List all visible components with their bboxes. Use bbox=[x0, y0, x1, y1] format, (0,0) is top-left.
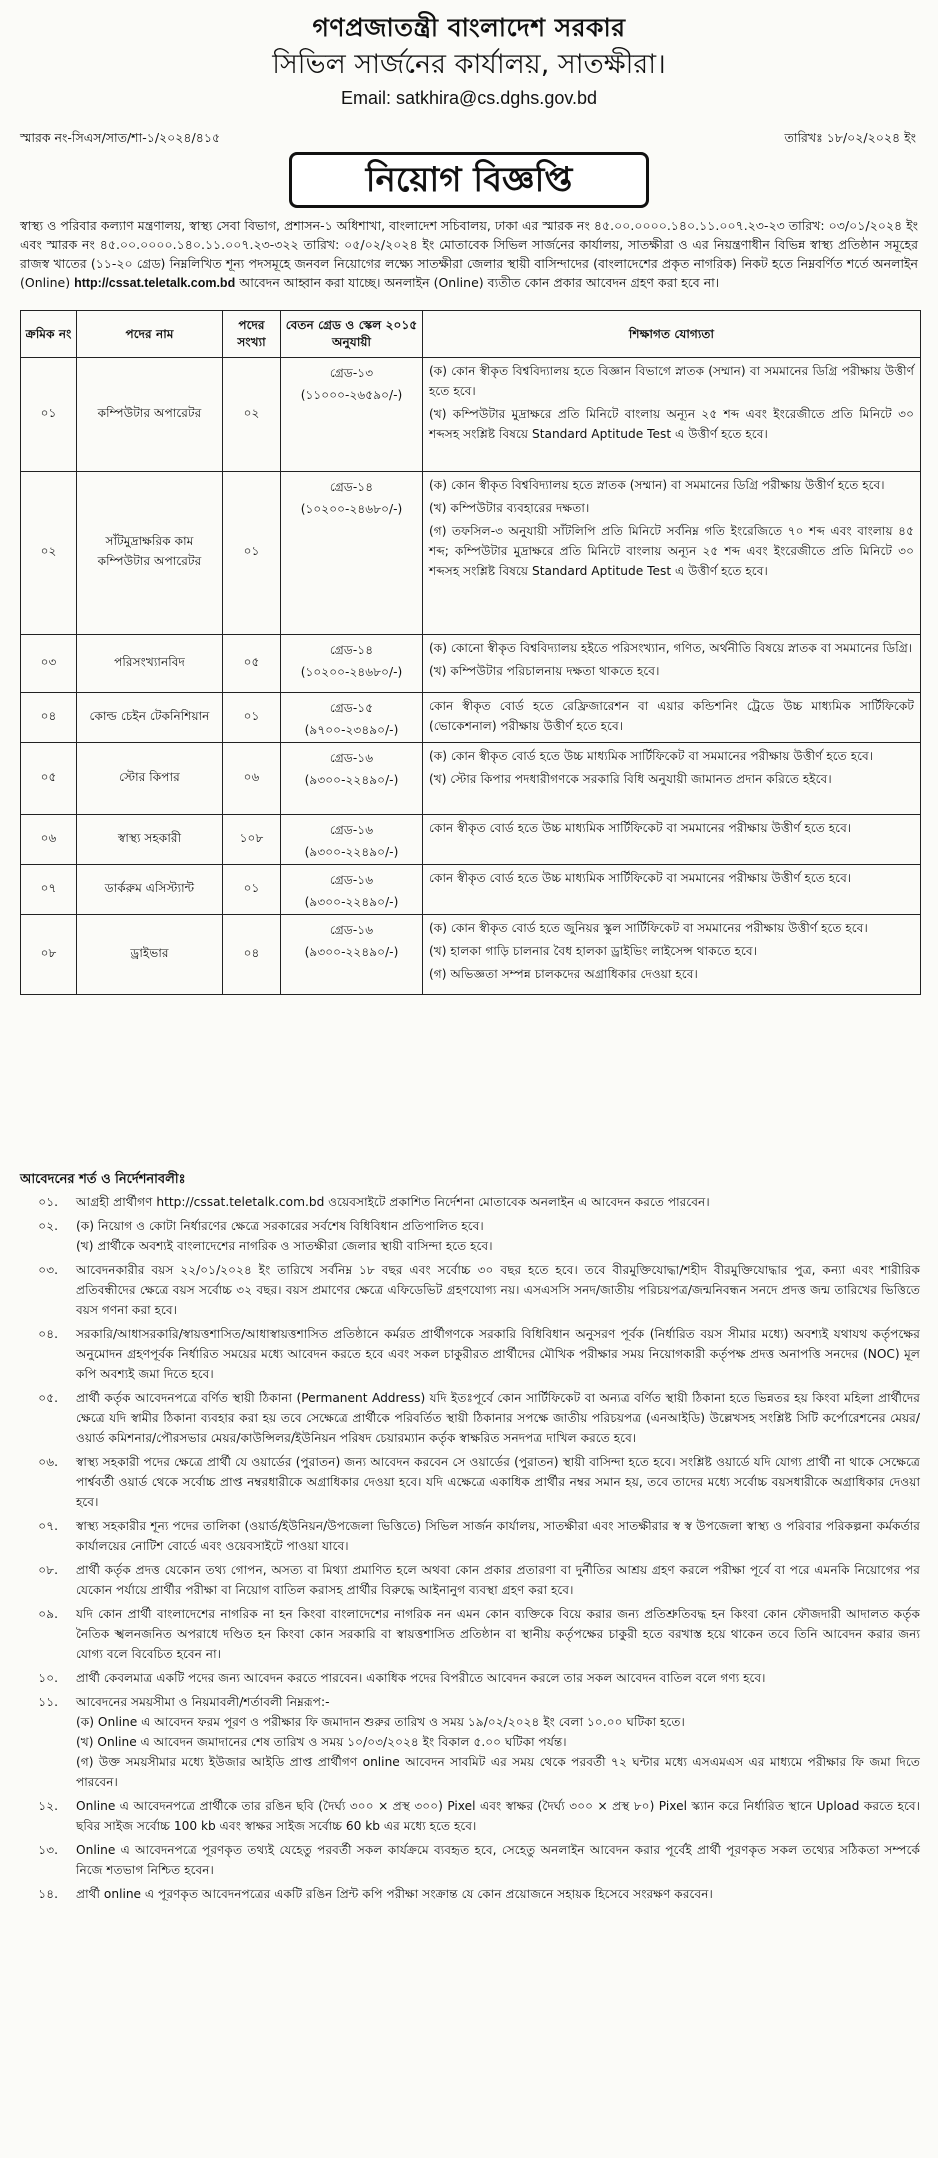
term-text: আগ্রহী প্রার্থীগণ http://cssat.teletalk.com.bd ওয়েবসাইটে প্রকাশিত নির্দেশনা মোতাবেক অনলাইন এ আবেদন করতে পারবেন। bbox=[76, 1195, 710, 1209]
cell-qualification bbox=[423, 743, 921, 815]
col-header-post: পদের নাম bbox=[77, 311, 223, 358]
cell-post-count: ০২ bbox=[223, 358, 281, 472]
term-text: যদি কোন প্রার্থী বাংলাদেশের নাগরিক না হন কিংবা বাংলাদেশের নাগরিক নন এমন কোন ব্যক্তিকে বিয়ে করার জন্য প্রতিশ্রুতিবদ্ধ হন কিংবা কোন ফৌজদারী আদালত কর্তৃক নৈতিক স্খলনজনিত অপরাধে দণ্ডিত হন কিংবা কোন সরকারি বা স্বায়ত্তশাসিত প্রতিষ্ঠান বা স্থানীয় কর্তৃপক্ষের চাকুরী হতে বরখাস্ত হয়ে থাকেন তবে তিনি আবেদন করার জন্য যোগ্য বলে বিবেচিত হবেন না। bbox=[76, 1607, 920, 1661]
qualification-item: (খ) কম্পিউটার মুদ্রাক্ষরে প্রতি মিনিটে বাংলায় অন্যূন ২৫ শব্দ এবং ইংরেজীতে প্রতি মিনিটে ৩০ শব্দসহ সংশ্লিষ্ট বিষয়ে Standard Aptitude Test এ উত্তীর্ণ হতে হবে। bbox=[429, 407, 914, 441]
pay-scale: (১১০০০-২৬৫৯০/-) bbox=[300, 388, 403, 402]
term-text: প্রার্থী কেবলমাত্র একটি পদের জন্য আবেদন করতে পারবেন। একাধিক পদের বিপরীতে আবেদন করলে তার সকল আবেদন বাতিল বলে গণ্য হবে। bbox=[76, 1671, 766, 1685]
term-number: ০১. bbox=[38, 1195, 58, 1209]
term-text: (গ) উক্ত সময়সীমার মধ্যে ইউজার আইডি প্রাপ্ত প্রার্থীগণ online আবেদন সাবমিট এর সময় থেকে পরবর্তী ৭২ ঘন্টার মধ্যে এসএমএস এর মাধ্যমে পরীক্ষার ফি জমা দিতে পারবেন। bbox=[76, 1755, 920, 1789]
qualification-item: (ক) কোনো স্বীকৃত বিশ্ববিদ্যালয় হইতে পরিসংখ্যান, গণিত, অর্থনীতি বিষয়ে স্নাতক বা সমমানের ডিগ্রি। bbox=[429, 641, 913, 655]
qualification-item: কোন স্বীকৃত বোর্ড হতে উচ্চ মাধ্যমিক সার্টিফিকেট বা সমমানের পরীক্ষায় উত্তীর্ণ হতে হবে। bbox=[429, 821, 852, 835]
term-item bbox=[20, 1840, 920, 1880]
intro-text: স্বাস্থ্য ও পরিবার কল্যাণ মন্ত্রণালয়, স্বাস্থ্য সেবা বিভাগ, প্রশাসন-১ অধিশাখা, বাংলাদেশ সচিবালয়, ঢাকা এর স্মারক নং ৪৫.০০.০০০০.১৪০.১১.০০৭.২৩-২৩ তারিখ: ০৩/০১/২০২৪ ইং এবং স্মারক নং ৪৫.০০.০০০০.১৪০.১১.০০৭.২৩-৩২২ তারিখ: ০৫/০২/২০২৪ ইং মোতাবেক সিভিল সার্জনের কার্যালয়, সাতক্ষীরা ও এর নিয়ন্ত্রণাধীন বিভিন্ন স্বাস্থ্য প্রতিষ্ঠান সমূহের রাজস্ব খাতের (১১-২০ গ্রেড) নিম্নলিখিত শূন্য পদসমূহে জনবল নিয়োগের লক্ষ্যে সাতক্ষীরা জেলার স্থায়ী বাসিন্দাদের (বাংলাদেশের প্রকৃত নাগরিক) নিকট হতে নিম্নবর্ণিত শর্তে অনলাইন (Online) bbox=[20, 218, 918, 290]
pay-scale: (৯৩০০-২২৪৯০/-) bbox=[304, 773, 399, 787]
cell-qualification bbox=[423, 358, 921, 472]
qualification-item: (গ) অভিজ্ঞতা সম্পন্ন চালকদের অগ্রাধিকার দেওয়া হবে। bbox=[429, 967, 698, 981]
cell-post-count: ১০৮ bbox=[223, 815, 281, 865]
qualification-item: (ক) কোন স্বীকৃত বোর্ড হতে জুনিয়র স্কুল সার্টিফিকেট বা সমমানের পরীক্ষায় উত্তীর্ণ হতে হবে। bbox=[429, 921, 868, 935]
cell-grade bbox=[281, 358, 423, 472]
table-row bbox=[21, 358, 921, 472]
cell-qualification bbox=[423, 635, 921, 693]
cell-post-name: ডার্করুম এসিস্ট্যান্ট bbox=[77, 865, 223, 915]
term-text: Online এ আবেদনপত্রে প্রার্থীকে তার রঙিন ছবি (দৈর্ঘ্য ৩০০ × প্রস্থ ৩০০) Pixel এবং স্বাক্ষর (দৈর্ঘ্য ৩০০ × প্রস্থ ৮০) Pixel স্ক্যান করে নির্ধারিত স্থানে Upload করতে হবে। ছবির সাইজ সর্বোচ্চ 100 kb এবং স্বাক্ষর সাইজ সর্বোচ্চ 60 kb এর মধ্যে হতে হবে। bbox=[76, 1799, 920, 1833]
table-row bbox=[21, 472, 921, 635]
cell-post-name: ড্রাইভার bbox=[77, 915, 223, 995]
cell-serial: ০৪ bbox=[21, 693, 77, 743]
cell-serial: ০৮ bbox=[21, 915, 77, 995]
term-item bbox=[20, 1452, 920, 1512]
grade-label: গ্রেড-১৫ bbox=[329, 701, 374, 715]
pay-scale: (১০২০০-২৪৬৮০/-) bbox=[300, 665, 403, 679]
col-header-qualification: শিক্ষাগত যোগ্যতা bbox=[423, 311, 921, 358]
cell-grade bbox=[281, 635, 423, 693]
term-item bbox=[20, 1260, 920, 1320]
term-number: ০৬. bbox=[38, 1455, 58, 1469]
term-text: প্রার্থী online এ পূরণকৃত আবেদনপত্রের একটি রঙিন প্রিন্ট কপি পরীক্ষা সংক্রান্ত যে কোন প্রয়োজনে সহায়ক হিসেবে সংরক্ষণ করবেন। bbox=[76, 1887, 713, 1901]
term-number: ১০. bbox=[38, 1671, 58, 1685]
term-number: ০৮. bbox=[38, 1563, 58, 1577]
term-number: ১৩. bbox=[38, 1843, 58, 1857]
cell-serial: ০২ bbox=[21, 472, 77, 635]
term-text: আবেদনকারীর বয়স ২২/০১/২০২৪ ইং তারিখে সর্বনিম্ন ১৮ বছর এবং সর্বোচ্চ ৩০ বছর হতে হবে। তবে বীরমুক্তিযোদ্ধা/শহীদ বীরমুক্তিযোদ্ধার পুত্র, কন্যা এবং শারীরিক প্রতিবন্ধীদের ক্ষেত্রে বয়স সর্বোচ্চ ৩২ বছর। বয়স প্রমাণের ক্ষেত্রে এফিডেভিট গ্রহণযোগ্য নয়। এসএসসি সনদ/জাতীয় পরিচয়পত্র/জন্মনিবন্ধন সনদে প্রদত্ত জন্ম তারিখের ভিত্তিতে বয়স গণনা করা হবে। bbox=[76, 1263, 920, 1317]
term-text: প্রার্থী কর্তৃক আবেদনপত্রে বর্ণিত স্থায়ী ঠিকানা (Permanent Address) যদি ইতঃপূর্বে কোন সার্টিফিকেট বা অন্যত্র বর্ণিত স্থায়ী ঠিকানা হতে ভিন্নতর হয় কিংবা মহিলা প্রার্থীদের ক্ষেত্রে যদি স্বামীর ঠিকানা ব্যবহার করা হয় তবে সেক্ষেত্রে প্রার্থীকে পরিবর্তিত স্থায়ী ঠিকানার সপক্ষে জাতীয় পরিচয়পত্র (এনআইডি) উল্লেখসহ সংশ্লিষ্ট সিটি কর্পোরেশনের মেয়র/ওয়ার্ড কমিশনার/পৌরসভার মেয়র/কাউন্সিলর/ইউনিয়ন পরিষদ চেয়ারম্যান কর্তৃক স্বাক্ষরিত সনদপত্র দাখিল করতে হবে। bbox=[76, 1391, 920, 1445]
cell-post-count: ০৪ bbox=[223, 915, 281, 995]
term-item bbox=[20, 1192, 920, 1212]
cell-serial: ০৭ bbox=[21, 865, 77, 915]
term-item bbox=[20, 1668, 920, 1688]
term-item bbox=[20, 1324, 920, 1384]
qualification-item: (ক) কোন স্বীকৃত বিশ্ববিদ্যালয় হতে বিজ্ঞান বিভাগে স্নাতক (সম্মান) বা সমমানের ডিগ্রি পরীক্ষায় উত্তীর্ণ হতে হবে। bbox=[429, 364, 914, 398]
qualification-item: (গ) তফসিল-৩ অনুযায়ী সাঁটলিপি প্রতি মিনিটে সর্বনিম্ন গতি ইংরেজিতে ৭০ শব্দ এবং বাংলায় ৪৫ শব্দ; কম্পিউটার মুদ্রাক্ষরে প্রতি মিনিটে বাংলায় অন্যূন ২৫ শব্দ এবং ইংরেজীতে প্রতি মিনিটে ৩০ শব্দসহ সংশ্লিষ্ট বিষয়ে Standard Aptitude Test এ উত্তীর্ণ হতে হবে। bbox=[429, 524, 914, 578]
cell-post-name: স্বাস্থ্য সহকারী bbox=[77, 815, 223, 865]
cell-post-count: ০৬ bbox=[223, 743, 281, 815]
table-row bbox=[21, 915, 921, 995]
qualification-item: কোন স্বীকৃত বোর্ড হতে উচ্চ মাধ্যমিক সার্টিফিকেট বা সমমানের পরীক্ষায় উত্তীর্ণ হতে হবে। bbox=[429, 871, 852, 885]
cell-grade bbox=[281, 915, 423, 995]
table-row bbox=[21, 815, 921, 865]
office-title: সিভিল সার্জনের কার্যালয়, সাতক্ষীরা। bbox=[272, 49, 666, 80]
table-row bbox=[21, 865, 921, 915]
term-item bbox=[20, 1796, 920, 1836]
cell-grade bbox=[281, 743, 423, 815]
cell-qualification bbox=[423, 472, 921, 635]
office-email: Email: satkhira@cs.dghs.gov.bd bbox=[340, 88, 598, 108]
table-row bbox=[21, 693, 921, 743]
cell-post-count: ০১ bbox=[223, 693, 281, 743]
term-text: আবেদনের সময়সীমা ও নিয়মাবলী/শর্তাবলী নিম্নরূপ:- bbox=[76, 1695, 330, 1709]
cell-post-count: ০৫ bbox=[223, 635, 281, 693]
term-text: স্বাস্থ্য সহকারী পদের ক্ষেত্রে প্রার্থী যে ওয়ার্ডের (পুরাতন) জন্য আবেদন করবেন সে ওয়ার্ডের (পুরাতন) স্থায়ী বাসিন্দা হতে হবে। সংশ্লিষ্ট ওয়ার্ডে যদি যোগ্য প্রার্থী না থাকে সেক্ষেত্রে পার্শ্ববর্তী ওয়ার্ড থেকে সর্বোচ্চ প্রাপ্ত নম্বরধারীকে অগ্রাধিকার দেওয়া হবে। যদি এক্ষেত্রে একাধিক প্রার্থীর নম্বর সমান হয়, তবে তাদের মধ্যে সর্বোচ্চ বয়সধারীকে অগ্রাধিকার দেওয়া হবে। bbox=[76, 1455, 920, 1509]
table-header-row bbox=[21, 311, 921, 358]
cell-qualification bbox=[423, 865, 921, 915]
qualification-item: (খ) হালকা গাড়ি চালনার বৈধ হালকা ড্রাইভিং লাইসেন্স থাকতে হবে। bbox=[429, 944, 758, 958]
cell-grade bbox=[281, 815, 423, 865]
qualification-item: কোন স্বীকৃত বোর্ড হতে রেফ্রিজারেশন বা এয়ার কন্ডিশনিং ট্রেডে উচ্চ মাধ্যমিক সার্টিফিকেট (ভোকেশনাল) পরীক্ষায় উত্তীর্ণ হতে হবে। bbox=[429, 699, 914, 733]
term-number: ০৩. bbox=[38, 1263, 58, 1277]
notice-date: তারিখঃ ১৮/০২/২০২৪ ইং bbox=[784, 130, 916, 145]
cell-qualification bbox=[423, 693, 921, 743]
notice-banner-title: নিয়োগ বিজ্ঞপ্তি bbox=[289, 152, 649, 208]
term-text: (ক) নিয়োগ ও কোটা নির্ধারণের ক্ষেত্রে সরকারের সর্বশেষ বিধিবিধান প্রতিপালিত হবে। bbox=[76, 1219, 484, 1233]
term-item bbox=[20, 1604, 920, 1664]
term-number: ০২. bbox=[38, 1219, 58, 1233]
cell-serial: ০৫ bbox=[21, 743, 77, 815]
cell-serial: ০৩ bbox=[21, 635, 77, 693]
term-number: ১২. bbox=[38, 1799, 58, 1813]
term-item bbox=[20, 1388, 920, 1448]
cell-qualification bbox=[423, 915, 921, 995]
qualification-item: (খ) কম্পিউটার পরিচালনায় দক্ষতা থাকতে হবে। bbox=[429, 664, 660, 678]
terms-list bbox=[20, 1192, 920, 1908]
grade-label: গ্রেড-১৬ bbox=[329, 923, 374, 937]
grade-label: গ্রেড-১৩ bbox=[329, 366, 374, 380]
cell-serial: ০১ bbox=[21, 358, 77, 472]
qualification-item: (ক) কোন স্বীকৃত বোর্ড হতে উচ্চ মাধ্যমিক সার্টিফিকেট বা সমমানের পরীক্ষায় উত্তীর্ণ হতে হবে। bbox=[429, 749, 874, 763]
govt-title: গণপ্রজাতন্ত্রী বাংলাদেশ সরকার bbox=[312, 13, 626, 42]
apply-url-link[interactable]: http://cssat.teletalk.com.bd bbox=[74, 276, 236, 290]
grade-label: গ্রেড-১৬ bbox=[329, 823, 374, 837]
cell-grade bbox=[281, 472, 423, 635]
term-item bbox=[20, 1884, 920, 1904]
table-row bbox=[21, 743, 921, 815]
cell-post-name: পরিসংখ্যানবিদ bbox=[77, 635, 223, 693]
cell-qualification bbox=[423, 815, 921, 865]
term-text: (খ) Online এ আবেদন জমাদানের শেষ তারিখ ও সময় ১০/০৩/২০২৪ ইং বিকাল ৫.০০ ঘটিকা পর্যন্ত। bbox=[76, 1735, 567, 1749]
pay-scale: (৯৩০০-২২৪৯০/-) bbox=[304, 945, 399, 959]
intro-text-after: আবেদন আহ্বান করা যাচ্ছে। অনলাইন (Online) ব্যতীত কোন প্রকার আবেদন গ্রহণ করা হবে না। bbox=[235, 275, 720, 290]
col-header-count: পদের সংখ্যা bbox=[223, 311, 281, 358]
intro-paragraph bbox=[20, 216, 918, 293]
pay-scale: (৯৩০০-২২৪৯০/-) bbox=[304, 895, 399, 909]
col-header-grade: বেতন গ্রেড ও স্কেল ২০১৫ অনুযায়ী bbox=[281, 311, 423, 358]
pay-scale: (৯৩০০-২২৪৯০/-) bbox=[304, 845, 399, 859]
term-text: স্বাস্থ্য সহকারীর শূন্য পদের তালিকা (ওয়ার্ড/ইউনিয়ন/উপজেলা ভিত্তিতে) সিভিল সার্জন কার্যালয়, সাতক্ষীরা এবং সাতক্ষীরার স্ব স্ব উপজেলা স্বাস্থ্য ও পরিবার পরিকল্পনা কর্মকর্তার কার্যালয়ের নোটিশ বোর্ডে এবং ওয়েবসাইটে পাওয়া যাবে। bbox=[76, 1519, 920, 1553]
qualification-item: (খ) কম্পিউটার ব্যবহারের দক্ষতা। bbox=[429, 501, 590, 515]
term-text: Online এ আবেদনপত্রে পূরণকৃত তথ্যই যেহেতু পরবর্তী সকল কার্যক্রমে ব্যবহৃত হবে, সেহেতু অনলাইন আবেদন করার পূর্বেই প্রার্থী পূরণকৃত সকল তথ্যের সঠিকতা সম্পর্কে নিজে শতভাগ নিশ্চিত হবেন। bbox=[76, 1843, 920, 1877]
term-text: সরকারি/আধাসরকারি/স্বায়ত্তশাসিত/আধাস্বায়ত্তশাসিত প্রতিষ্ঠানে কর্মরত প্রার্থীগণকে সরকারি বিধিবিধান অনুসরণ পূর্বক (নির্ধারিত বয়স সীমার মধ্যে) অবশ্যই যথাযথ কর্তৃপক্ষের অনুমোদন গ্রহণপূর্বক নির্ধারিত সময়ের মধ্যে আবেদন করতে হবে এবং সকল চাকুরীরত প্রার্থীদের মৌখিক পরীক্ষার সময় নিয়োগকারী কর্তৃপক্ষ প্রদত্ত অনাপত্তি সনদের (NOC) মূল কপি অবশ্যই জমা দিতে হবে। bbox=[76, 1327, 920, 1381]
cell-post-name: কোল্ড চেইন টেকনিশিয়ান bbox=[77, 693, 223, 743]
term-text: (খ) প্রার্থীকে অবশ্যই বাংলাদেশের নাগরিক ও সাতক্ষীরা জেলার স্থায়ী বাসিন্দা হতে হবে। bbox=[76, 1239, 493, 1253]
term-text: (ক) Online এ আবেদন ফরম পূরণ ও পরীক্ষার ফি জমাদান শুরুর তারিখ ও সময় ১৯/০২/২০২৪ ইং বেলা ১০.০০ ঘটিকা হতে। bbox=[76, 1715, 685, 1729]
memo-number: স্মারক নং-সিএস/সাত/শা-১/২০২৪/৪১৫ bbox=[20, 130, 221, 145]
pay-scale: (১০২০০-২৪৬৮০/-) bbox=[300, 502, 403, 516]
term-item bbox=[20, 1216, 920, 1256]
cell-post-name: কম্পিউটার অপারেটর bbox=[77, 358, 223, 472]
col-header-serial: ক্রমিক নং bbox=[21, 311, 77, 358]
cell-post-count: ০১ bbox=[223, 472, 281, 635]
cell-serial: ০৬ bbox=[21, 815, 77, 865]
term-item bbox=[20, 1692, 920, 1792]
term-item bbox=[20, 1516, 920, 1556]
pay-scale: (৯৭০০-২৩৪৯০/-) bbox=[304, 723, 399, 737]
term-number: ১১. bbox=[38, 1695, 58, 1709]
term-number: ০৫. bbox=[38, 1391, 58, 1405]
term-number: ১৪. bbox=[38, 1887, 58, 1901]
term-number: ০৪. bbox=[38, 1327, 58, 1341]
cell-post-name: স্টোর কিপার bbox=[77, 743, 223, 815]
term-item bbox=[20, 1560, 920, 1600]
cell-post-count: ০১ bbox=[223, 865, 281, 915]
cell-grade bbox=[281, 865, 423, 915]
qualification-item: (খ) স্টোর কিপার পদধারীগণকে সরকারি বিধি অনুযায়ী জামানত প্রদান করিতে হইবে। bbox=[429, 772, 832, 786]
grade-label: গ্রেড-১৪ bbox=[329, 480, 374, 494]
terms-title: আবেদনের শর্ত ও নির্দেশনাবলীঃ bbox=[20, 1172, 186, 1187]
term-number: ০৭. bbox=[38, 1519, 58, 1533]
table-row bbox=[21, 635, 921, 693]
qualification-item: (ক) কোন স্বীকৃত বিশ্ববিদ্যালয় হতে স্নাতক (সম্মান) বা সমমানের ডিগ্রি পরীক্ষায় উত্তীর্ণ হতে হবে। bbox=[429, 478, 885, 492]
cell-post-name: সাঁটমুদ্রাক্ষরিক কাম কম্পিউটার অপারেটর bbox=[77, 472, 223, 635]
vacancy-table bbox=[20, 310, 921, 995]
grade-label: গ্রেড-১৬ bbox=[329, 751, 374, 765]
grade-label: গ্রেড-১৪ bbox=[329, 643, 374, 657]
term-text: প্রার্থী কর্তৃক প্রদত্ত যেকোন তথ্য গোপন, অসত্য বা মিথ্যা প্রমাণিত হলে অথবা কোন প্রকার প্রতারণা বা দুর্নীতির আশ্রয় গ্রহণ করলে পরীক্ষা পূর্বে বা পরে এমনকি নিয়োগের পর যেকোন পর্যায়ে প্রার্থীর পরীক্ষা বা নিয়োগ বাতিল করাসহ প্রার্থীর বিরুদ্ধে আইনানুগ ব্যবস্থা গ্রহণ করা হবে। bbox=[76, 1563, 920, 1597]
term-number: ০৯. bbox=[38, 1607, 58, 1621]
cell-grade bbox=[281, 693, 423, 743]
grade-label: গ্রেড-১৬ bbox=[329, 873, 374, 887]
